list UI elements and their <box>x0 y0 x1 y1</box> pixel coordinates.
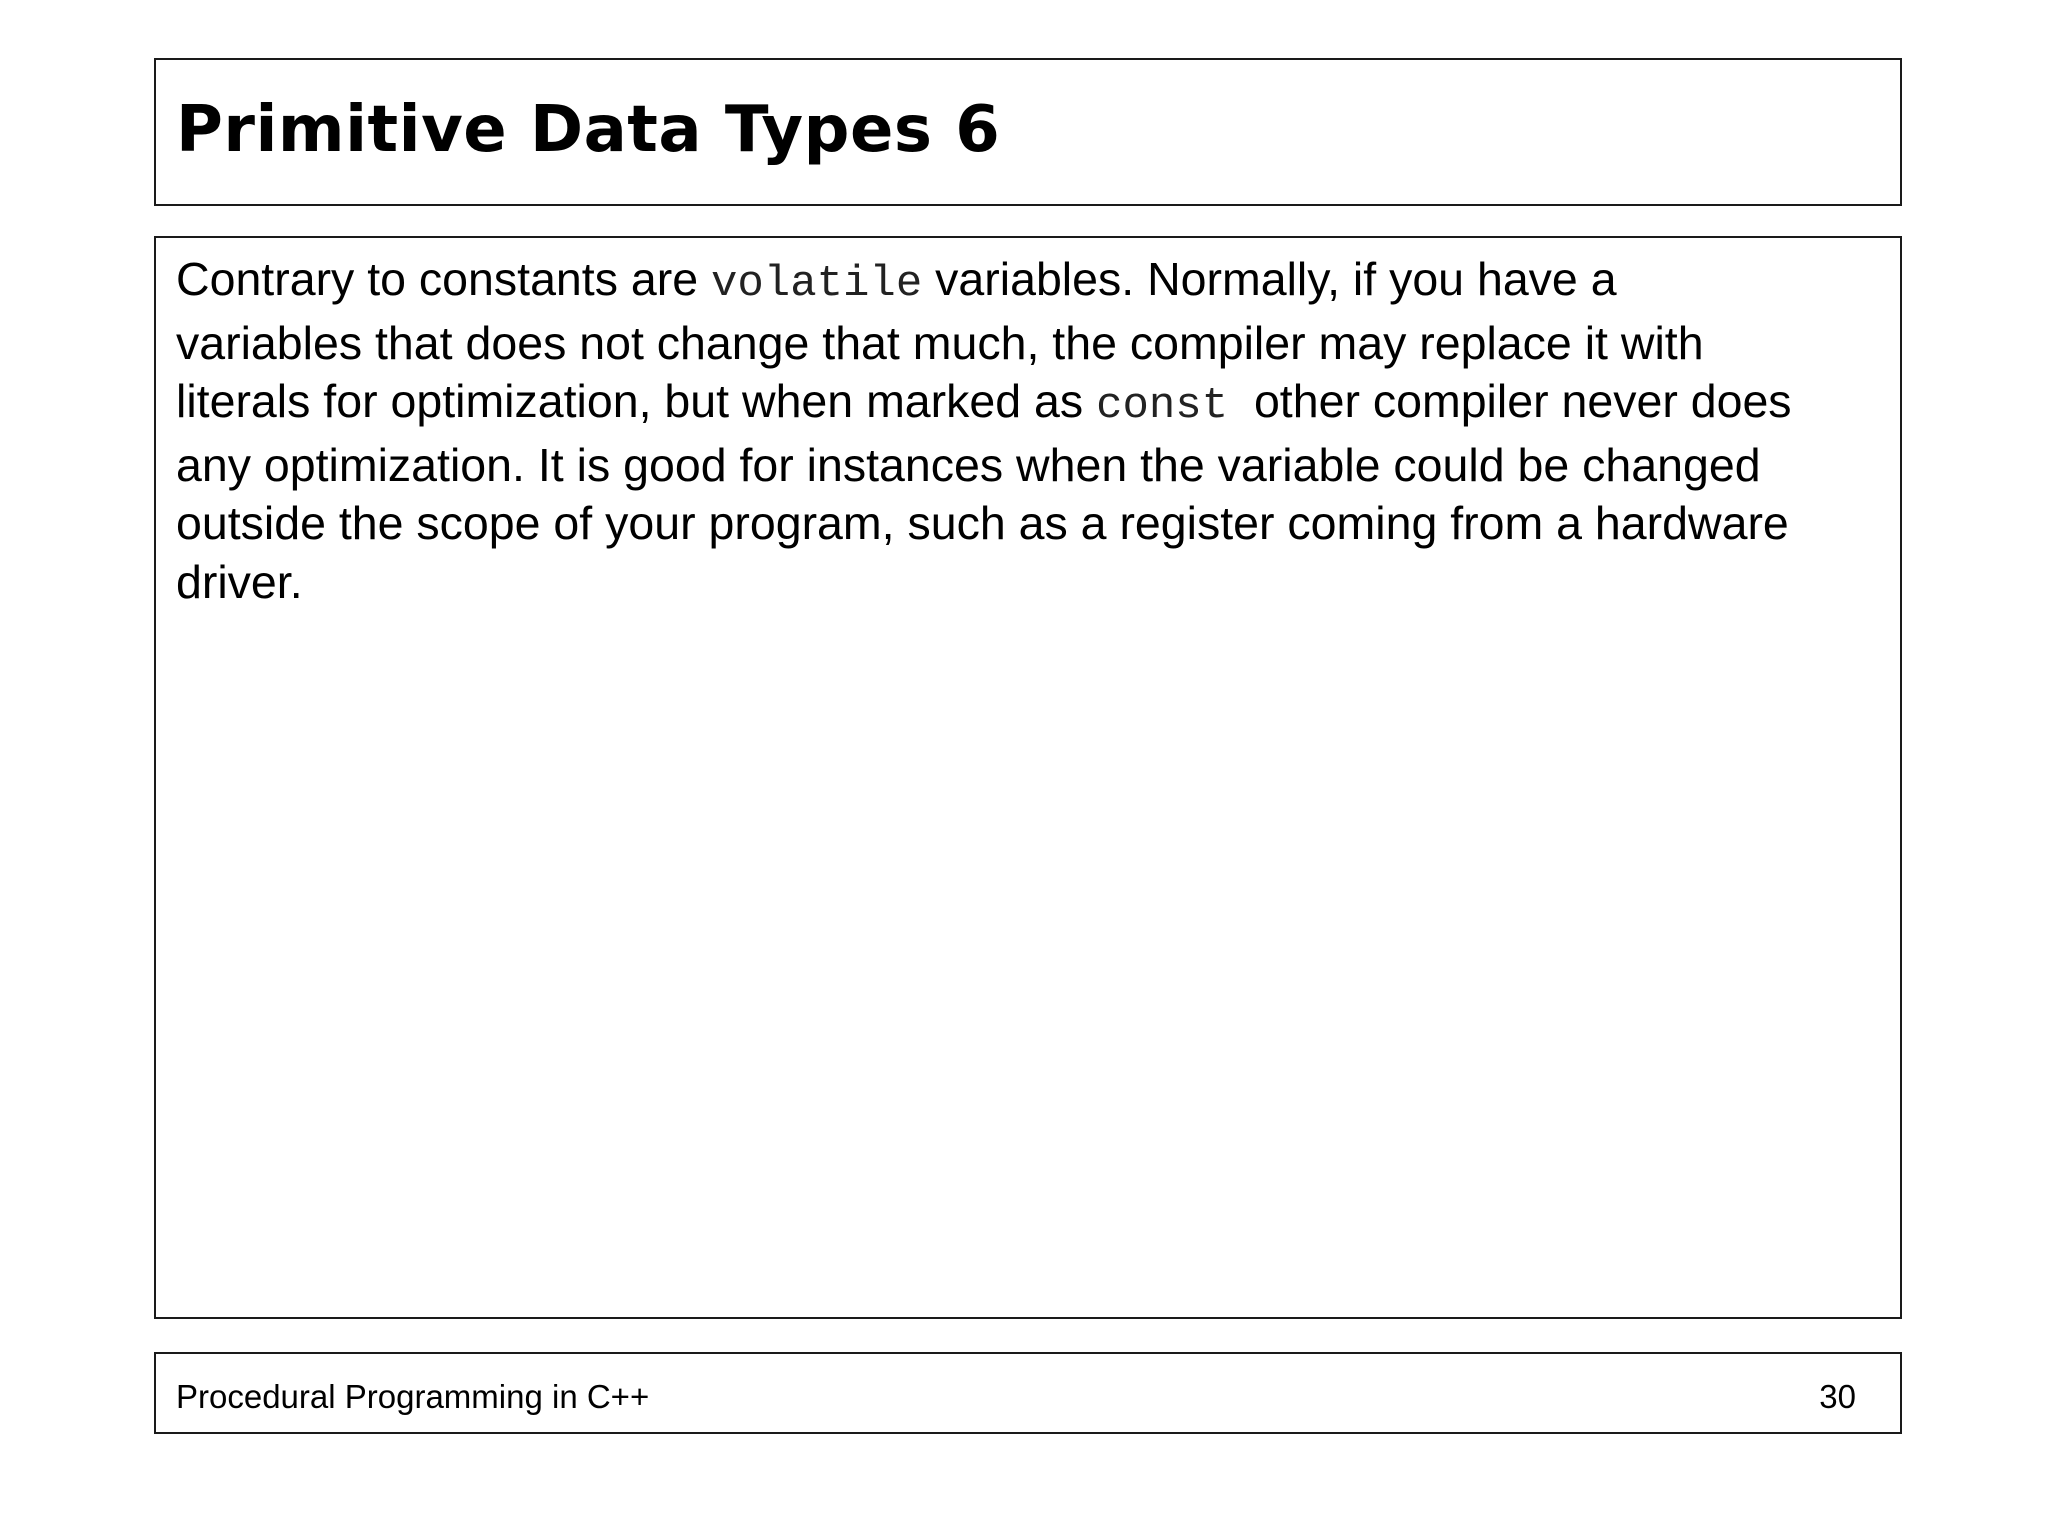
body-paragraph <box>176 250 1888 611</box>
body-line-6: driver. <box>176 555 303 608</box>
body-text-segment: other compiler never does <box>1228 375 1792 427</box>
footer-frame <box>154 1352 1902 1434</box>
body-line-1 <box>176 250 1888 314</box>
body-line-5: outside the scope of your program, such as a register coming from a hardware <box>176 497 1789 549</box>
footer-page-number: 30 <box>1819 1378 1856 1415</box>
content-frame <box>154 236 1902 1319</box>
footer-course-title: Procedural Programming in C++ <box>176 1378 650 1415</box>
body-text-segment: variables. Normally, if you have a <box>922 253 1617 305</box>
slide-title: Primitive Data Types 6 <box>176 93 1001 167</box>
code-keyword-const: const <box>1096 381 1229 431</box>
code-keyword-volatile: volatile <box>711 259 923 309</box>
body-line-4: any optimization. It is good for instances when the variable could be changed <box>176 438 1761 491</box>
body-line-3 <box>176 372 1888 436</box>
body-text-segment: Contrary to constants are <box>176 253 711 305</box>
title-frame <box>154 58 1902 206</box>
body-line-2: variables that does not change that much, the compiler may replace it with <box>176 316 1704 369</box>
body-text-segment: literals for optimization, but when marked as <box>176 375 1097 427</box>
